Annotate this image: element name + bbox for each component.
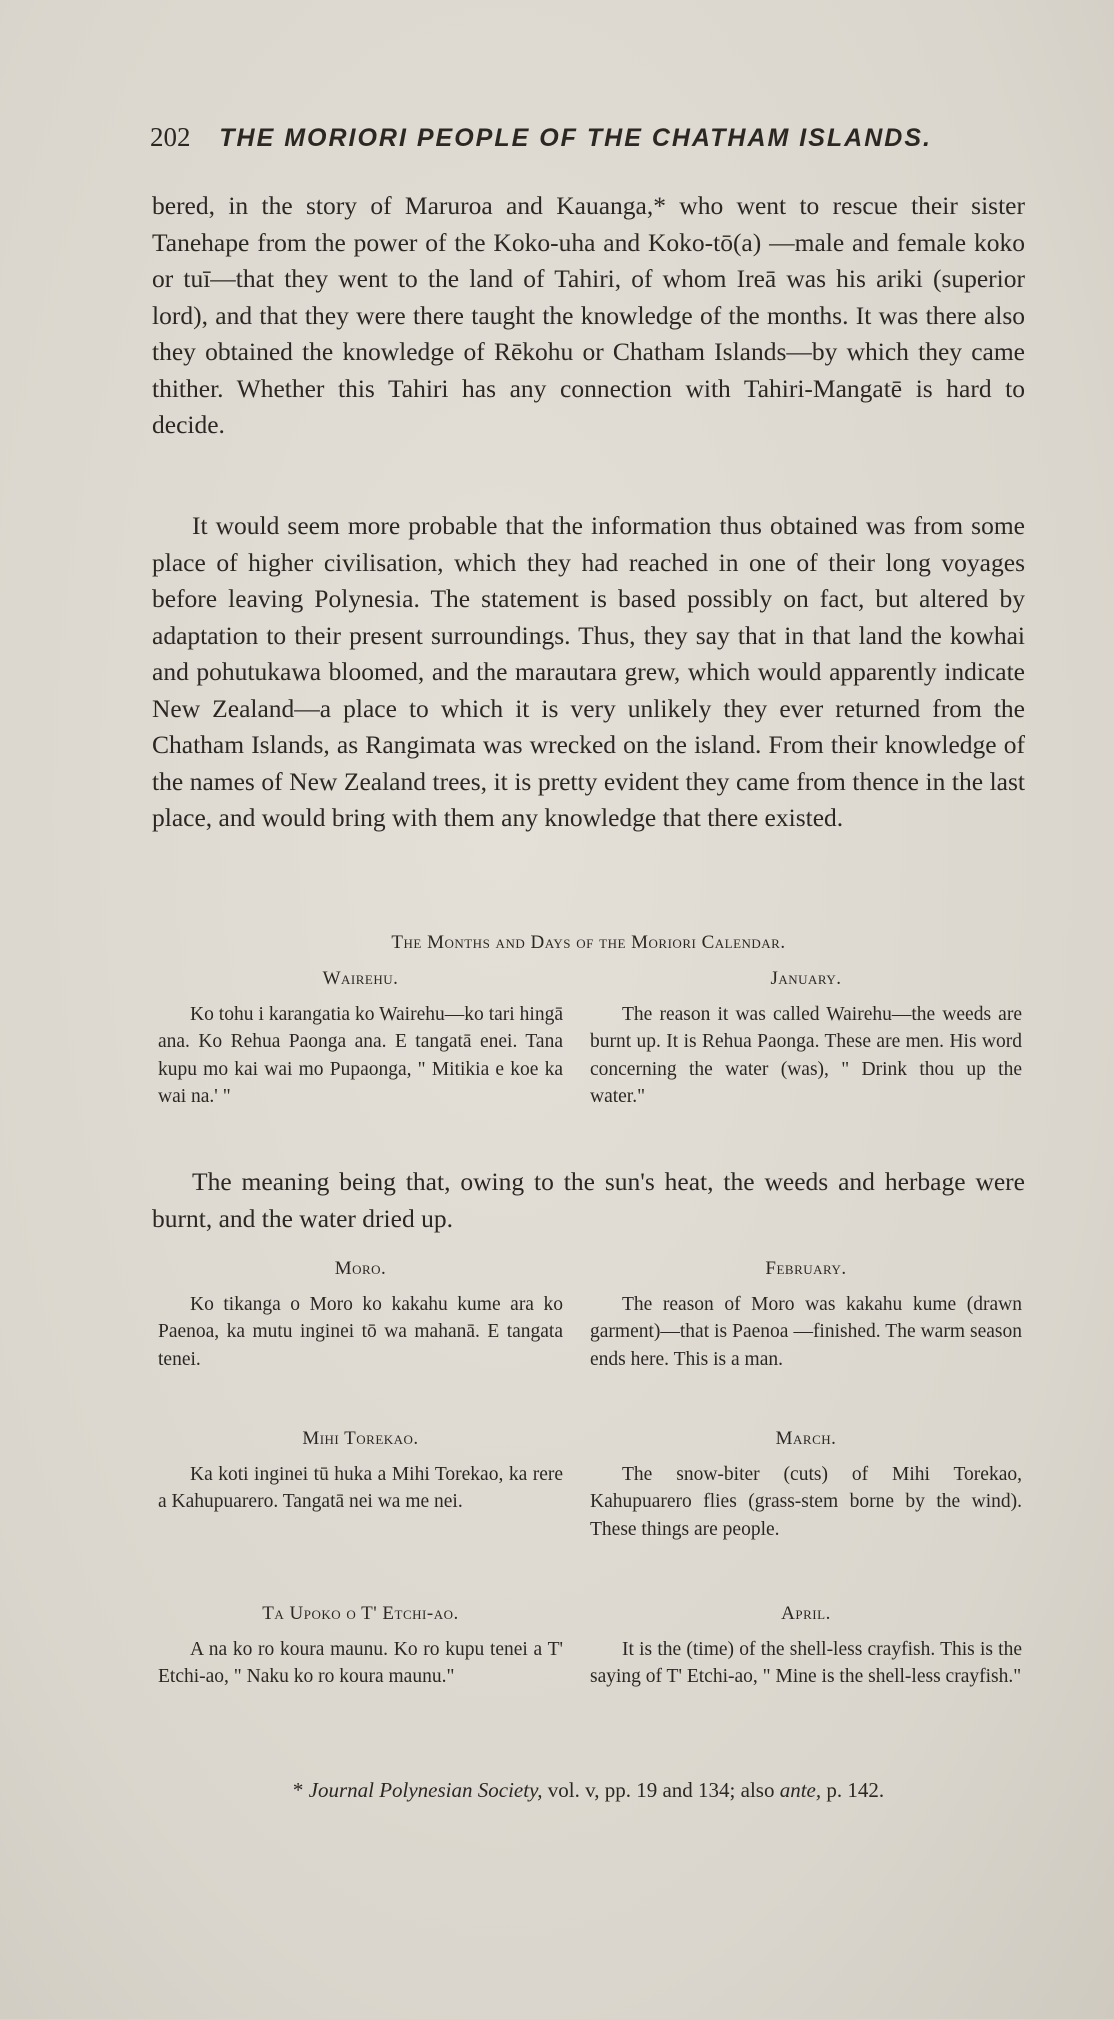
english-month-heading: April.	[781, 1603, 831, 1624]
english-month-heading: February.	[765, 1258, 847, 1279]
english-month-text: It is the (time) of the shell-less crayfish. This is the saying of T' Etchi-ao, " Mine is the shell-less crayfish."	[590, 1638, 1022, 1687]
moriori-column-ta-upoko	[158, 1600, 563, 1691]
english-column-february	[590, 1255, 1022, 1373]
english-column-april	[590, 1600, 1022, 1691]
moriori-month-heading: Mihi Torekao.	[302, 1428, 419, 1449]
english-month-heading: January.	[770, 968, 842, 989]
footnote-marker: *	[292, 1778, 304, 1802]
moriori-month-text: A na ko ro koura maunu. Ko ro kupu tenei a T' Etchi-ao, " Naku ko ro koura maunu."	[158, 1638, 563, 1687]
page-header	[150, 122, 970, 153]
moriori-month-text: Ko tohu i karangatia ko Wairehu—ko tari hingā ana. Ko Rehua Paonga ana. E tangatā enei. Tana kupu mo kai wai mo Pupaonga, " Mitikia e koe ka wai na.' "	[158, 1003, 563, 1107]
footnote-page: p. 142.	[821, 1778, 885, 1802]
calendar-title: The Months and Days of the Moriori Calendar.	[391, 932, 786, 953]
moriori-month-heading: Moro.	[334, 1258, 387, 1279]
english-column-march	[590, 1425, 1022, 1543]
moriori-column-mihi-torekao	[158, 1425, 563, 1516]
moriori-column-wairehu	[158, 965, 563, 1111]
footnote-ante: ante,	[779, 1778, 822, 1802]
page-number: 202	[150, 122, 191, 152]
paragraph-1: bered, in the story of Maruroa and Kauanga,* who went to rescue their sister Tanehape from the power of the Koko-uha and Koko-tō(a) —male and female koko or tuī—that they went to the land of Tahiri, of whom Ireā was his ariki (superior lord), and that they were there taught the knowledge of the months. It was there also they obtained the knowledge of Rēkohu or Chatham Islands—by which they came thither. Whether this Tahiri has any connection with Tahiri-Mangatē is hard to decide.	[152, 191, 1025, 439]
moriori-month-heading: Ta Upoko o T' Etchi-ao.	[262, 1603, 459, 1624]
moriori-month-heading: Wairehu.	[322, 968, 399, 989]
moriori-column-moro	[158, 1255, 563, 1373]
footnote-journal: Journal Polynesian Society,	[308, 1778, 543, 1802]
footnote	[152, 1778, 1025, 1803]
english-month-text: The reason of Moro was kakahu kume (drawn garment)—that is Paenoa —finished. The warm season ends here. This is a man.	[590, 1293, 1022, 1370]
english-month-text: The reason it was called Wairehu—the weeds are burnt up. It is Rehua Paonga. These are men. His word concerning the water (was), " Drink thou up the water."	[590, 1003, 1022, 1107]
moriori-month-text: Ka koti inginei tū huka a Mihi Torekao, ka rere a Kahupuarero. Tangatā nei wa me nei.	[158, 1463, 563, 1512]
paragraph-2: It would seem more probable that the information thus obtained was from some place of higher civilisation, which they had reached in one of their long voyages before leaving Polynesia. The statement is based possibly on fact, but altered by adaptation to their present surroundings. Thus, they say that in that land the kowhai and pohutukawa bloomed, and the marautara grew, which would apparently indicate New Zealand—a place to which it is very unlikely they ever returned from the Chatham Islands, as Rangimata was wrecked on the island. From their knowledge of the names of New Zealand trees, it is pretty evident they came from thence in the last place, and would bring with them any knowledge that there existed.	[152, 511, 1025, 832]
footnote-volume: vol. v, pp. 19 and 134; also	[542, 1778, 780, 1802]
moriori-month-text: Ko tikanga o Moro ko kakahu kume ara ko Paenoa, ka mutu inginei tō wa mahanā. E tangata tenei.	[158, 1293, 563, 1370]
english-month-text: The snow-biter (cuts) of Mihi Torekao, Kahupuarero flies (grass-stem borne by the wind). These things are people.	[590, 1463, 1022, 1540]
running-title: THE MORIORI PEOPLE OF THE CHATHAM ISLANDS.	[219, 124, 932, 152]
english-month-heading: March.	[775, 1428, 837, 1449]
meaning-paragraph: The meaning being that, owing to the sun's heat, the weeds and herbage were burnt, and the water dried up.	[152, 1167, 1025, 1233]
english-column-january	[590, 965, 1022, 1111]
